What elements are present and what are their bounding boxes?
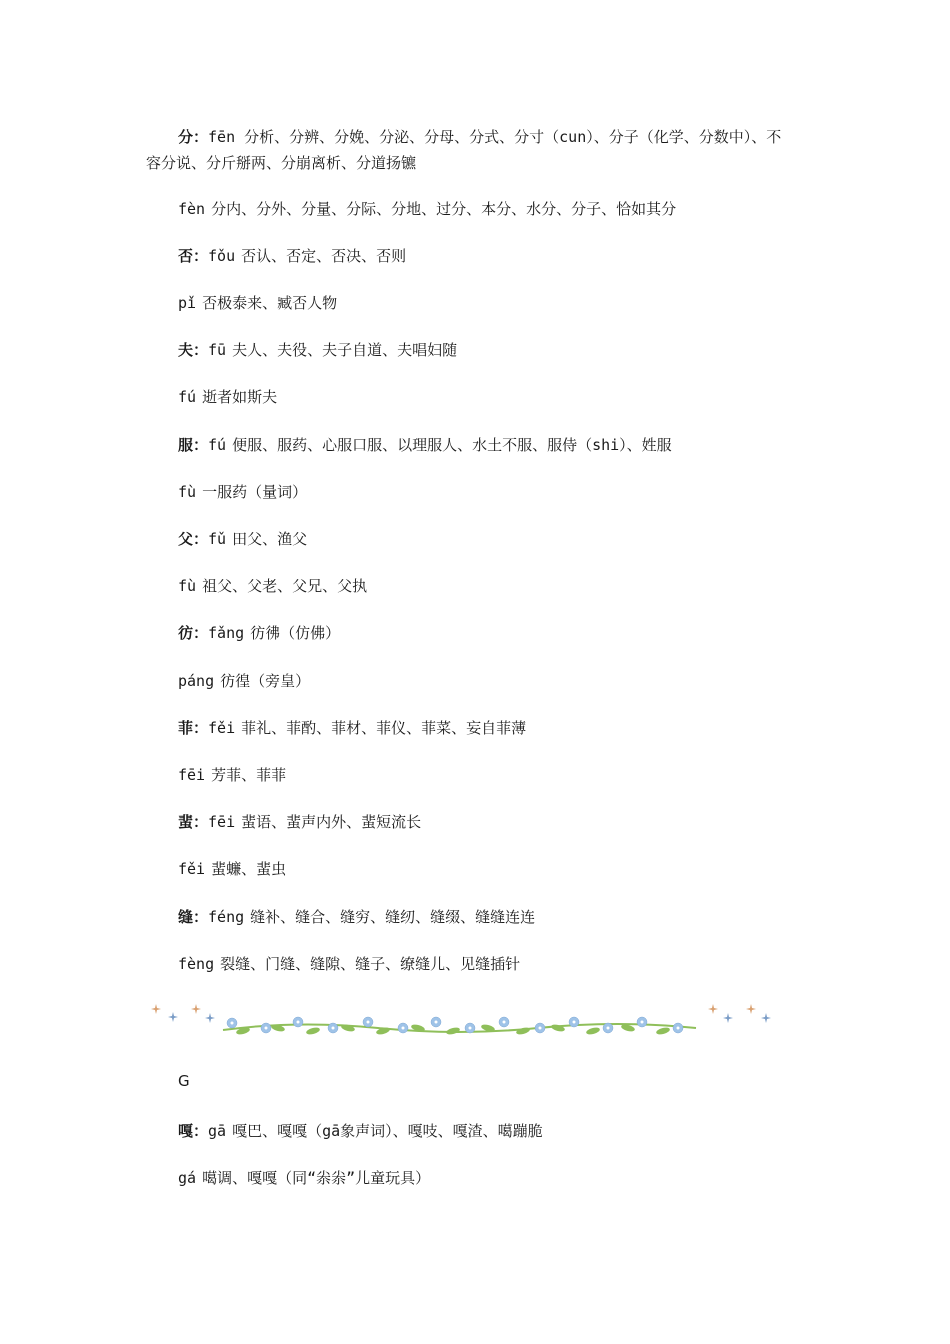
pinyin-reading: fèng: [178, 955, 215, 973]
pinyin-reading: fèn: [178, 200, 206, 218]
entry-head-char: 彷：: [178, 624, 209, 642]
example-words: 缝补、缝合、缝穷、缝纫、缝缀、缝缝连连: [250, 908, 536, 926]
entry-head-char: 嘎：: [178, 1122, 209, 1140]
pinyin-reading: pǐ: [178, 294, 197, 312]
example-words: 否极泰来、臧否人物: [202, 294, 338, 312]
entry-fei2-first-reading: [178, 811, 421, 833]
entry-fu3-first-reading: [178, 528, 307, 550]
example-words: 逝者如斯夫: [202, 388, 278, 406]
example-words: 田父、渔父: [232, 530, 308, 548]
pinyin-reading: gā: [208, 1122, 227, 1140]
example-words: 分析、分辨、分娩、分泌、分母、分式、分寸（cun）、分子（化学、分数中）、不容分说、分斤掰两、分崩离析、分道扬镳: [146, 128, 782, 172]
section-heading: G: [178, 1072, 190, 1090]
entry-head-char: 蜚：: [178, 813, 209, 831]
example-words: 彷彿（仿佛）: [250, 624, 341, 642]
example-words: 便服、服药、心服口服、以理服人、水土不服、服侍（shi）、姓服: [232, 436, 672, 454]
sparkle-left-icon: [151, 1004, 215, 1023]
entry-head-char: 菲：: [178, 719, 209, 737]
pinyin-reading: féng: [208, 908, 245, 926]
pinyin-reading: fǒu: [208, 247, 236, 265]
example-words: 祖父、父老、父兄、父执: [202, 577, 368, 595]
example-words: 蜚语、蜚声内外、蜚短流长: [241, 813, 422, 831]
entry-fu2-second-reading: [178, 481, 307, 503]
entry-fang-first-reading: [178, 622, 340, 644]
pinyin-reading: fú: [178, 388, 197, 406]
entry-head-char: 父：: [178, 530, 209, 548]
pinyin-reading: fěi: [208, 719, 236, 737]
entry-fou-first-reading: [178, 245, 406, 267]
entry-fei1-second-reading: [178, 764, 286, 786]
example-words: 夫人、夫役、夫子自道、夫唱妇随: [232, 341, 458, 359]
entry-fen-paragraph: [146, 124, 796, 176]
entry-feng-second-reading: [178, 953, 520, 975]
pinyin-reading: gá: [178, 1169, 197, 1187]
pinyin-reading: fù: [178, 577, 197, 595]
example-words: 蜚蠊、蜚虫: [211, 860, 287, 878]
entry-fei2-second-reading: [178, 858, 286, 880]
entry-fu2-first-reading: [178, 434, 672, 456]
entry-fu3-second-reading: [178, 575, 367, 597]
entry-fang-second-reading: [178, 670, 310, 692]
entry-head-char: 缝：: [178, 908, 209, 926]
sparkle-right-icon: [708, 1004, 771, 1023]
entry-fu1-second-reading: [178, 386, 277, 408]
entry-fou-second-reading: [178, 292, 337, 314]
entry-fen-second-reading: [178, 198, 676, 220]
example-words: 否认、否定、否决、否则: [241, 247, 407, 265]
example-words: 芳菲、菲菲: [211, 766, 287, 784]
entry-ga-first-reading: [178, 1120, 543, 1142]
pinyin-reading: fǎng: [208, 624, 245, 642]
entry-head-char: 分：: [178, 128, 209, 146]
example-words: 彷徨（旁皇）: [220, 672, 311, 690]
entry-fei1-first-reading: [178, 717, 526, 739]
entry-head-char: 夫：: [178, 341, 209, 359]
example-words: 菲礼、菲酌、菲材、菲仪、菲菜、妄自菲薄: [241, 719, 527, 737]
pinyin-reading: fū: [208, 341, 227, 359]
example-words: 一服药（量词）: [202, 483, 308, 501]
flower-vine-icon: [223, 1017, 696, 1036]
example-words: 嘎巴、嘎嘎（gā象声词）、嘎吱、嘎渣、噶蹦脆: [232, 1122, 543, 1140]
pinyin-reading: fú: [208, 436, 227, 454]
floral-divider: [148, 998, 778, 1044]
entry-fu1-first-reading: [178, 339, 457, 361]
entry-ga-second-reading: [178, 1167, 430, 1189]
pinyin-reading: fēn: [208, 128, 236, 146]
pinyin-reading: fǔ: [208, 530, 227, 548]
pinyin-reading: fēi: [178, 766, 206, 784]
pinyin-reading: fù: [178, 483, 197, 501]
example-words: 裂缝、门缝、缝隙、缝子、缭缝儿、见缝插针: [220, 955, 521, 973]
example-words: 分内、分外、分量、分际、分地、过分、本分、水分、分子、恰如其分: [211, 200, 677, 218]
entry-head-char: 服：: [178, 436, 209, 454]
pinyin-reading: fēi: [208, 813, 236, 831]
pinyin-reading: páng: [178, 672, 215, 690]
entry-head-char: 否：: [178, 247, 209, 265]
pinyin-reading: fěi: [178, 860, 206, 878]
example-words: 噶调、嘎嘎（同“尜尜”儿童玩具）: [202, 1169, 431, 1187]
entry-feng-first-reading: [178, 906, 535, 928]
